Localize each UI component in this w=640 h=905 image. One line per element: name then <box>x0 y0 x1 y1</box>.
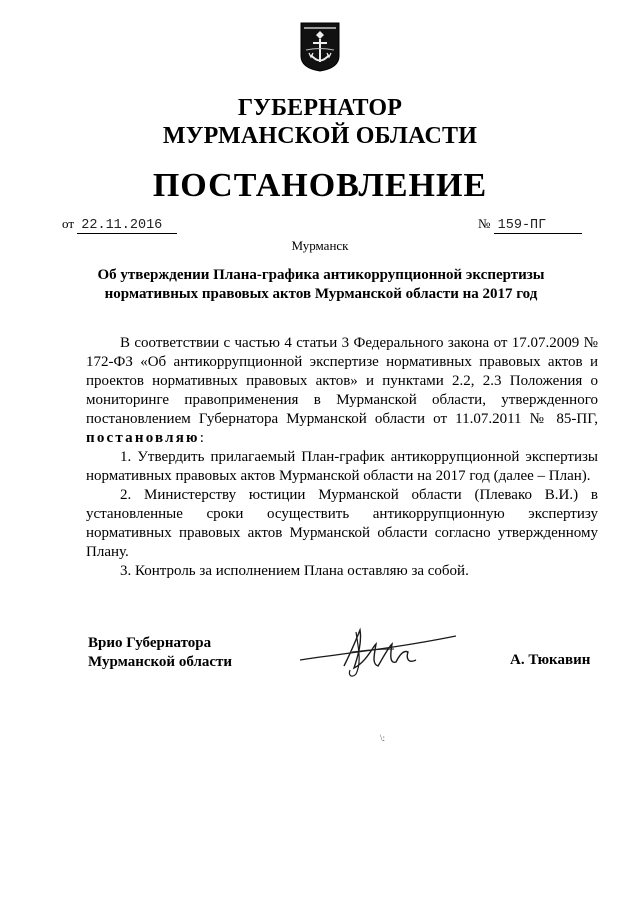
document-number <box>478 216 582 234</box>
position-line-1: Врио Губернатора <box>88 635 212 651</box>
preamble-paragraph <box>86 334 598 448</box>
decree-colon: : <box>199 430 204 446</box>
document-type: ПОСТАНОВЛЕНИЕ <box>152 167 488 204</box>
clause-2: 2. Министерству юстиции Мурманской области (Плевако В.И.) в установленные сроки осуществить антикоррупционную экспертизу нормативных правовых актов Мурманской области согласно утвержденному Плану. <box>86 487 598 560</box>
date-prefix: от <box>62 216 75 231</box>
clause-1: 1. Утвердить прилагаемый План-график антикоррупционной экспертизы нормативных правовых актов Мурманской области на 2017 год (далее – План). <box>86 449 598 484</box>
document-body <box>86 334 598 581</box>
signatory-position <box>88 634 232 672</box>
signature-scribble <box>296 622 466 682</box>
issuer-line-2: МУРМАНСКОЙ ОБЛАСТИ <box>162 123 478 149</box>
handwritten-signature <box>296 622 466 687</box>
clause-3: 3. Контроль за исполнением Плана оставляю за собой. <box>120 563 469 579</box>
document-title <box>90 266 552 304</box>
signatory-name: А. Тюкавин <box>510 652 591 668</box>
coat-of-arms-icon <box>300 22 340 77</box>
page-mark: \: <box>380 733 386 743</box>
number-prefix: № <box>478 216 491 231</box>
issuer-heading <box>0 94 640 150</box>
position-line-2: Мурманской области <box>88 654 233 670</box>
number-value: 159-ПГ <box>494 218 582 234</box>
city: Мурманск <box>291 238 349 253</box>
title-line-1: Об утверждении Плана-графика антикоррупционной экспертизы <box>97 267 545 283</box>
murmansk-emblem-shield <box>300 22 340 72</box>
title-line-2: нормативных правовых актов Мурманской области на 2017 год <box>104 286 538 302</box>
issuer-line-1: ГУБЕРНАТОР <box>237 95 403 121</box>
decree-word: постановляю <box>86 430 200 446</box>
preamble-text: В соответствии с частью 4 статьи 3 Федерального закона от 17.07.2009 № 172-ФЗ «Об антикоррупционной экспертизе нормативных правовых актов и проектов нормативных правовых актов» и пунктами 2.2, 2.3 Положения о мониторинге правоприменения в Мурманской области, утвержденного постановлением Губернатора Мурманской области от 11.07.2011 № 85-ПГ, <box>86 335 598 427</box>
date-value: 22.11.2016 <box>77 218 177 234</box>
document-date <box>62 216 177 234</box>
